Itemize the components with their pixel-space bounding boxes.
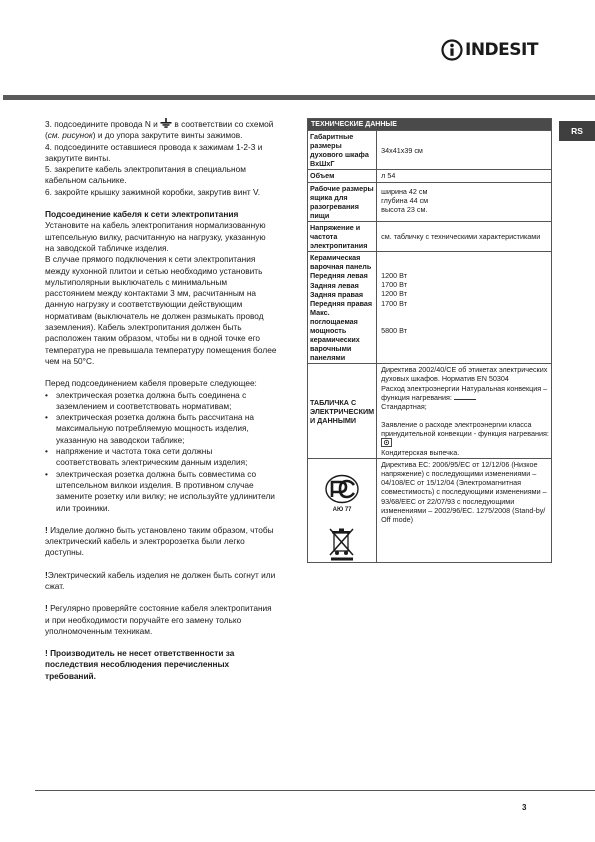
table-row bbox=[308, 459, 552, 563]
table-row bbox=[308, 131, 552, 170]
row-value-hob: 1200 Вт 1700 Вт 1200 Вт 1700 Вт 5800 Вт bbox=[377, 252, 552, 364]
row-value-energy-label: Директива 2002/40/CE об этикетах электрических духовых шкафов. Норматив EN 50304 Расход электроэнергии Натуральная конвекция – функция нагревания: Стандартная; Заявление о расходе электроэнергии класса принудительной конвекции - функция нагревания: Кондитерская выпечка. bbox=[377, 364, 552, 459]
fan-oven-icon bbox=[381, 438, 392, 447]
warning-cable-check: ! Регулярно проверяйте состояние кабеля электропитания и при необходимости поручайте его замену только уполномоченным техникам. bbox=[45, 603, 272, 636]
step-4: 4. подсоедините оставшиеся провода к зажимам 1-2-3 и закрутите винты. bbox=[45, 141, 263, 163]
certificate-code: АЮ 77 bbox=[332, 507, 352, 514]
table-header: ТЕХНИЧЕСКИЕ ДАННЫЕ bbox=[308, 119, 552, 131]
row-label-certificates bbox=[308, 459, 377, 563]
row-value-volume: л 54 bbox=[377, 170, 552, 182]
check-item: • электрическая розетка должна быть рассчитана на максимальную потребляемую мощность изделия, указанную на заводскои таблике; bbox=[45, 412, 277, 446]
row-label-warming-drawer: Рабочие размеры ящика для разогревания пищи bbox=[308, 182, 377, 221]
row-label-dimensions: Габаритные размеры духового шкафа ВхШхГ bbox=[308, 131, 377, 170]
row-label-hob: Керамическая варочная панель Передняя левая Задняя левая Задняя правая Передняя правая Макс. поглощаемая мощность керамических варочными панелями bbox=[308, 252, 377, 364]
indesit-logo-icon bbox=[441, 39, 463, 61]
row-label-energy-label: ТАБЛИЧКА С ЭЛЕКТРИЧЕСКИМ И ДАННЫМИ bbox=[308, 364, 377, 459]
warning-icon: ! bbox=[45, 648, 51, 659]
table-row bbox=[308, 170, 552, 182]
check-item: • электрическая розетка должна быть соединена с заземлением и соответствовать нормативам; bbox=[45, 390, 277, 413]
step-3: 3. подсоедините провода N и в соответствии со схемой (см. рисунок) и до упора закрутите винты зажимов. bbox=[45, 119, 274, 141]
table-row bbox=[308, 221, 552, 251]
warning-icon: ! bbox=[45, 603, 51, 614]
check-item: • электрическая розетка должна быть совместима со штепсельном вилкои изделия. В противном случае замените розетку или вилку; не используйте удлинители или троиники. bbox=[45, 469, 277, 514]
technical-data-table bbox=[307, 118, 552, 563]
language-tab: RS bbox=[559, 121, 595, 141]
warning-accessibility: ! Изделие должно быть установлено таким образом, чтобы электрический кабель и электророзетка были легко доступны. bbox=[45, 524, 274, 558]
left-column bbox=[45, 118, 277, 682]
row-label-voltage: Напряжение и частота электропитания bbox=[308, 221, 377, 251]
page-number: 3 bbox=[522, 803, 527, 812]
warning-icon: ! bbox=[45, 524, 51, 535]
warning-liability: ! Производитель не несет ответственности за последствия несоблюдения перечисленных требований. bbox=[45, 648, 235, 681]
warning-cable-bend: !Электрический кабель изделия не должен быть согнут или сжат. bbox=[45, 569, 276, 591]
warning-icon: ! bbox=[45, 569, 48, 580]
step-6: 6. закройте крышку зажимной коробки, закрутив винт V. bbox=[45, 186, 261, 197]
row-value-voltage: см. табличку с техническими характеристиками bbox=[377, 221, 552, 251]
section-heading: Подсоединение кабеля к сети электропитания bbox=[45, 209, 239, 220]
check-intro: Перед подсоединением кабеля проверьте следующее: bbox=[45, 378, 257, 389]
table-row bbox=[308, 364, 552, 459]
step-5: 5. закрепите кабель электропитания в специальном кабельном сальнике. bbox=[45, 164, 246, 186]
paragraph-direct-connection: В случае прямого подключения к сети электропитания между кухонной плитои и сетью необходимо установить мультиполярныи выключатель с минимальным расстоянием между контактами 3 мм, расчитанным на данную нагрузку и соответствующии действующим нормативам (выключатель не должен размыкать провод заземления). Кабель электропитания должен быть расположен таким образом, чтобы ни в одной точке его температура не превышала температуру помещения более чем на 50°C. bbox=[45, 254, 277, 366]
brand-name: INDESIT bbox=[465, 40, 538, 60]
table-row bbox=[308, 252, 552, 364]
row-value-dimensions: 34x41x39 см bbox=[377, 131, 552, 170]
rostest-certification-icon bbox=[324, 474, 360, 504]
footer-rule bbox=[35, 790, 595, 791]
paragraph-plug: Установите на кабель электропитания нормализованную штепсельную вилку, расчитанную на нагрузку, указанную на заводской табличке изделия. bbox=[45, 220, 266, 253]
blank-underline bbox=[454, 399, 476, 400]
brand-logo bbox=[441, 38, 538, 62]
ground-icon bbox=[160, 118, 172, 128]
check-item: • напряжение и частота тока сети должны соответствовать электрическим данным изделия; bbox=[45, 446, 277, 469]
weee-crossed-bin-icon bbox=[329, 527, 355, 561]
row-value-warming-drawer: ширина 42 см глубина 44 см высота 23 см. bbox=[377, 182, 552, 221]
row-value-directives: Директива ЕС: 2006/95/ЕС от 12/12/06 (Низкое напряжение) с последующими изменениями – 04/108/ЕС от 15/12/04 (Электромагнитная совместимость) с последующими изменениями – 93/68/ЕЕС от 22/07/93 с последующими изменениями – 2002/96/ЕС. 1275/2008 (Stand-by/ Off mode) bbox=[377, 459, 552, 563]
row-label-volume: Объем bbox=[308, 170, 377, 182]
table-row bbox=[308, 182, 552, 221]
header-rule bbox=[3, 95, 595, 100]
